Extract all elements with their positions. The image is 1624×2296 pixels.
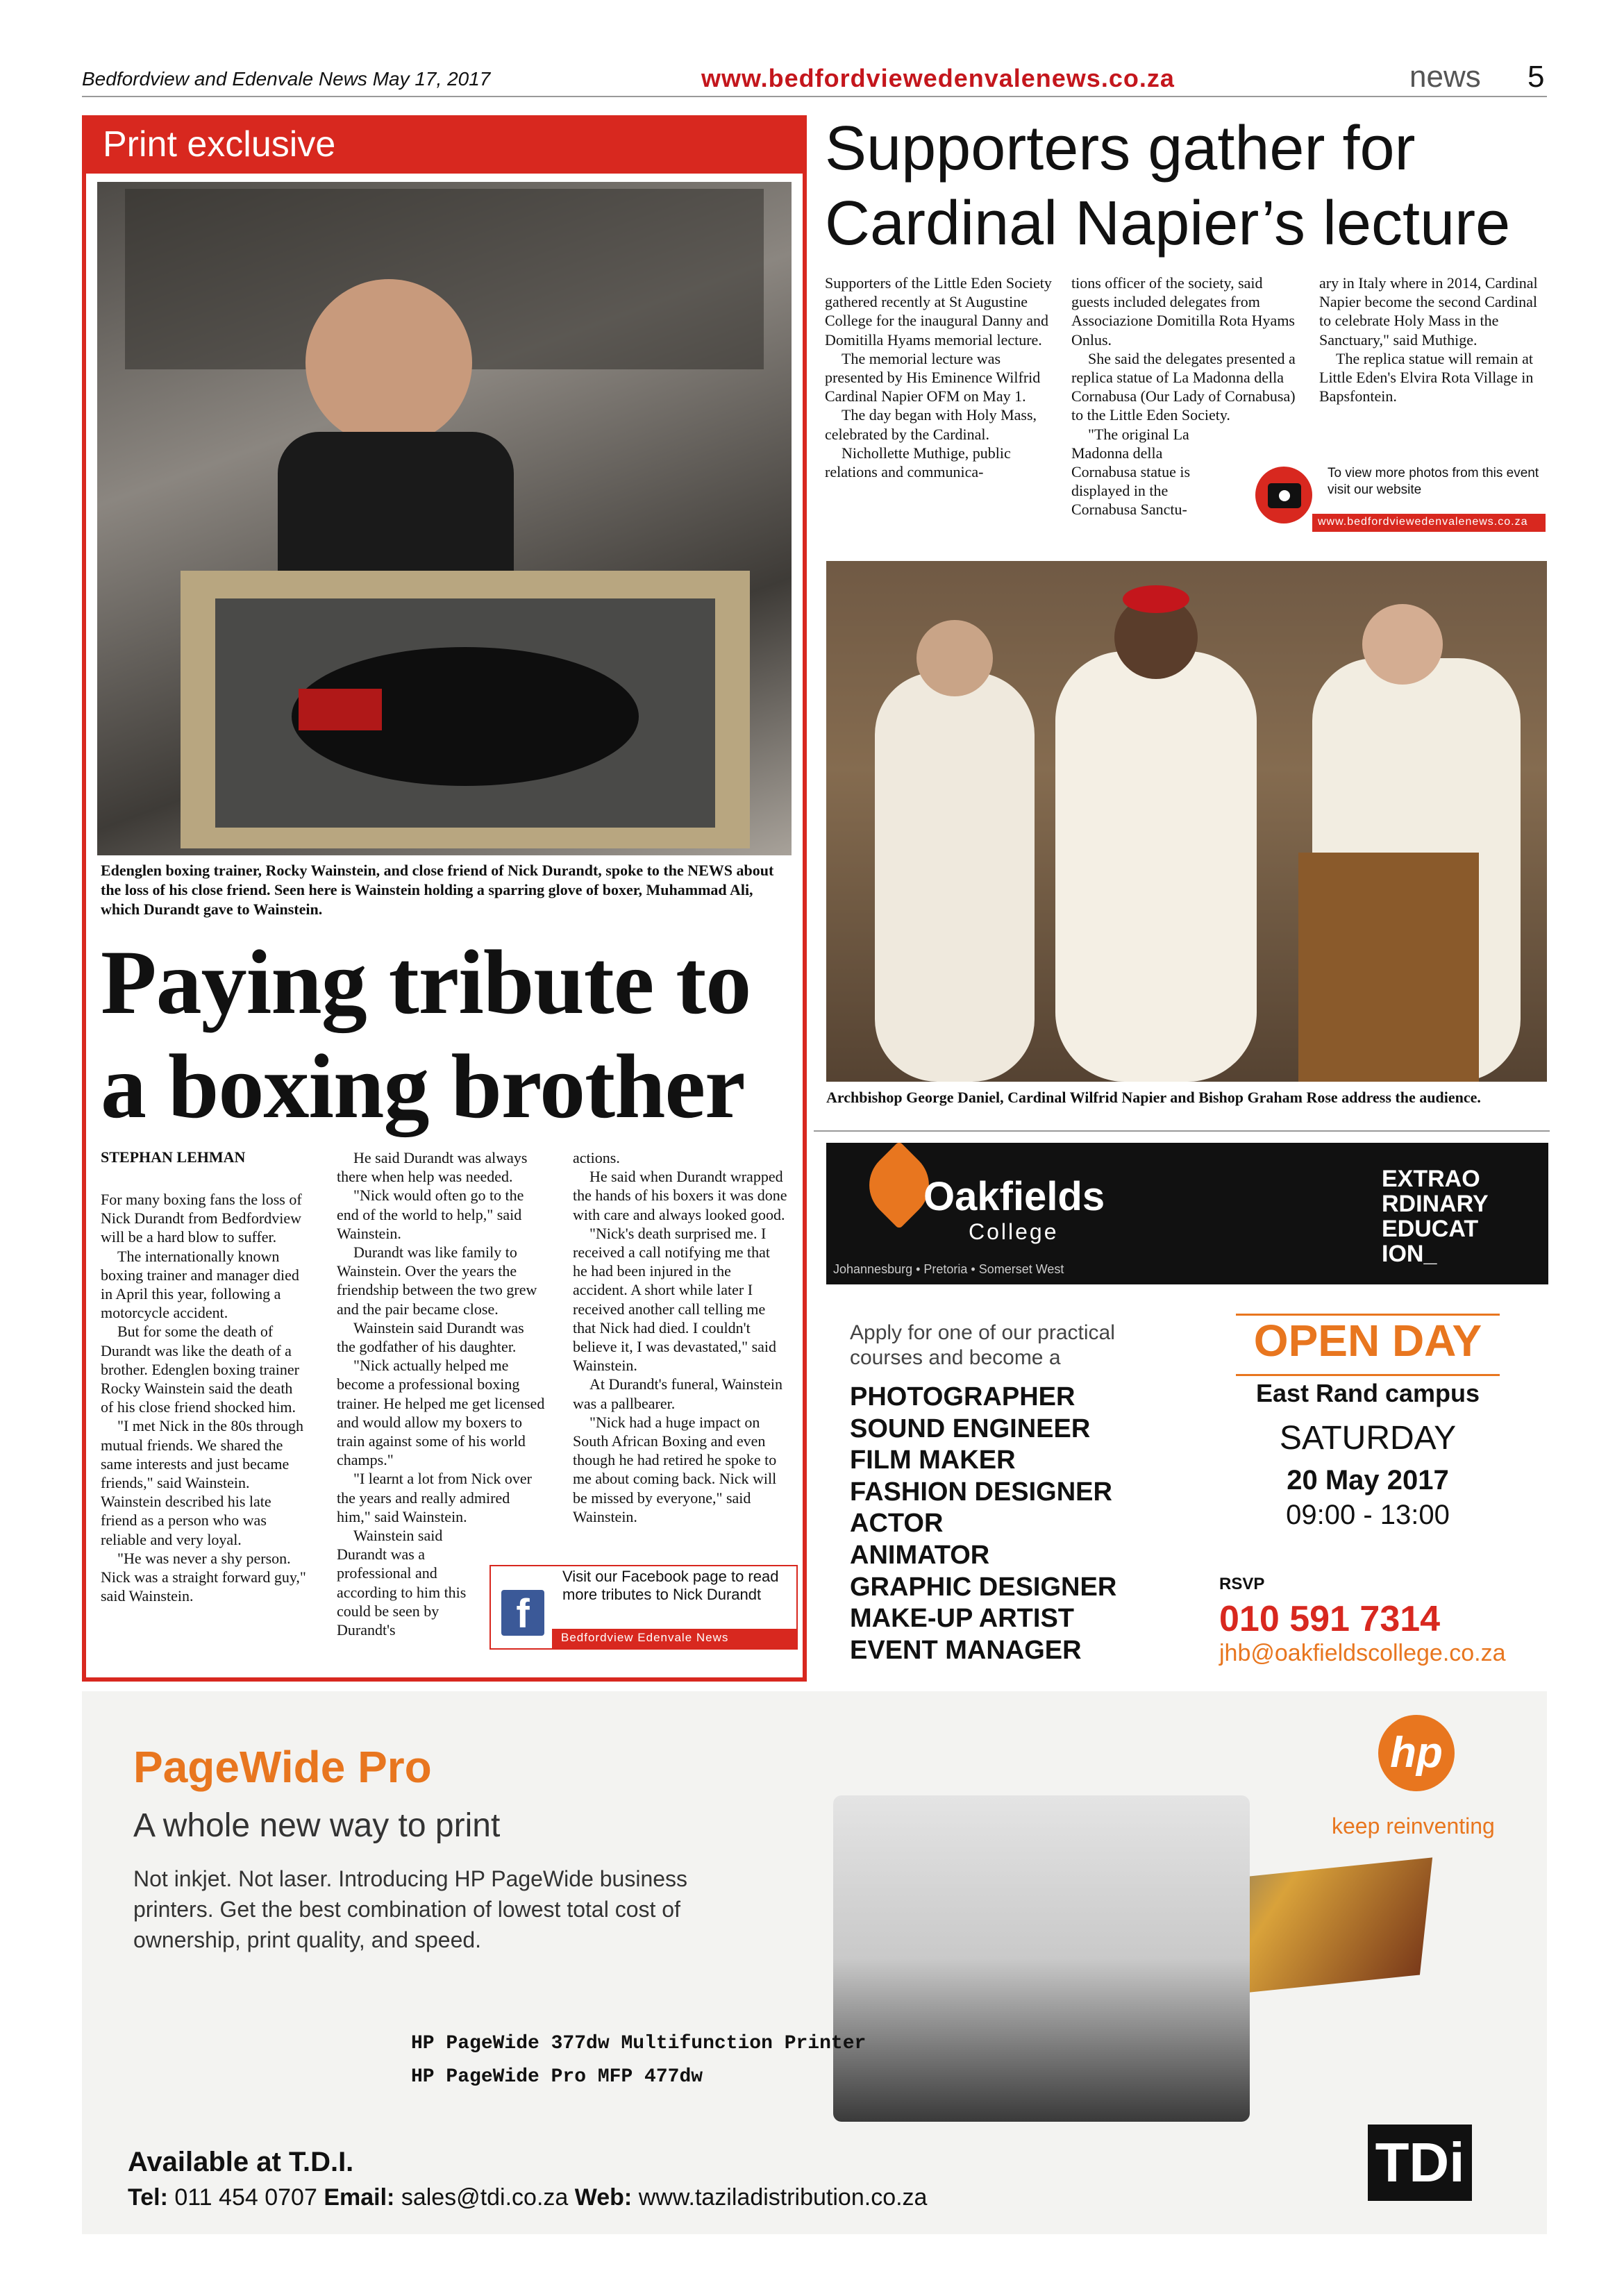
- course-item: ACTOR: [850, 1509, 944, 1539]
- paragraph: He said when Durandt wrapped the hands of his boxers it was done with care and always looked good.: [573, 1168, 787, 1223]
- printer-model: HP PageWide 377dw Multifunction Printer: [411, 2033, 867, 2054]
- paragraph: The internationally known boxing trainer and manager died in April this year, following a motorcycle accident.: [101, 1247, 299, 1322]
- web-label: Web:: [574, 2184, 633, 2211]
- campus-name: East Rand campus: [1255, 1379, 1480, 1407]
- lecture-column-1: [825, 274, 1054, 481]
- header-rule: [82, 96, 1547, 97]
- course-item: ANIMATOR: [850, 1540, 990, 1570]
- oakfields-logo-college: College: [969, 1219, 1059, 1244]
- facebook-page-name: Bedfordview Edenvale News: [561, 1631, 729, 1644]
- paragraph: Nichollette Muthige, public relations and communica-: [825, 444, 1011, 481]
- oakfields-course-list: [850, 1382, 1116, 1666]
- contact-email[interactable]: sales@tdi.co.za: [401, 2184, 569, 2211]
- open-day-heading: OPEN DAY: [1253, 1316, 1482, 1366]
- email-label: Email:: [324, 2184, 395, 2211]
- clergy-caption: Archbishop George Daniel, Cardinal Wilfrid Napier and Bishop Graham Rose address the audience.: [826, 1089, 1481, 1106]
- hp-logo: hp: [1378, 1715, 1455, 1791]
- hp-tagline: keep reinventing: [1332, 1813, 1495, 1838]
- printer-model-list: [411, 2027, 866, 2094]
- boxing-trainer-photo: [97, 182, 792, 855]
- tel-label: Tel:: [128, 2184, 168, 2211]
- clergy-illustration: [826, 561, 1547, 1082]
- rsvp-email[interactable]: jhb@oakfieldscollege.co.za: [1219, 1640, 1506, 1666]
- course-item: FILM MAKER: [850, 1446, 1016, 1475]
- course-item: PHOTOGRAPHER: [850, 1382, 1075, 1411]
- event-date: 20 May 2017: [1287, 1465, 1449, 1495]
- print-exclusive-label: Print exclusive: [103, 124, 336, 165]
- event-time: 09:00 - 13:00: [1286, 1500, 1450, 1530]
- clergy-photo: [826, 561, 1547, 1082]
- contact-line: [128, 2184, 927, 2211]
- course-item: GRAPHIC DESIGNER: [850, 1572, 1117, 1602]
- hp-ad-subtitle: A whole new way to print: [133, 1807, 501, 1844]
- article-headline: Paying tribute to a boxing brother: [101, 931, 751, 1137]
- tagline-line: ION_: [1382, 1241, 1437, 1267]
- photo-gallery-url[interactable]: www.bedfordviewedenvalenews.co.za: [1318, 516, 1528, 528]
- oakfields-logo-name: Oakfields: [923, 1174, 1105, 1219]
- header-website-link[interactable]: www.bedfordviewedenvalenews.co.za: [701, 64, 1175, 92]
- printer-model: HP PageWide Pro MFP 477dw: [411, 2066, 703, 2088]
- paragraph: "I learnt a lot from Nick over the years and really admired him," said Wainstein.: [337, 1470, 532, 1525]
- paragraph: Supporters of the Little Eden Society gathered recently at St Augustine College for the inaugural Danny and Domitilla Hyams memorial lecture.: [825, 274, 1052, 349]
- section-label: news: [1409, 60, 1481, 94]
- paragraph: tions officer of the society, said guests included delegates from Associazione Domitilla Rota Hyams Onlus.: [1071, 274, 1295, 349]
- paragraph: The replica statue will remain at Little Eden's Elvira Rota Village in Bapsfontein.: [1319, 349, 1534, 405]
- paragraph: actions.: [573, 1149, 620, 1166]
- paragraph: But for some the death of Durandt was like the death of a brother. Edenglen boxing trainer Rocky Wainstein said the death of his close friend shocked him.: [101, 1323, 299, 1416]
- paragraph: Durandt was like family to Wainstein. Over the years the friendship between the two grew and the pair became close.: [337, 1243, 537, 1318]
- lecture-headline: Supporters gather for Cardinal Napier’s lecture: [825, 114, 1511, 258]
- paragraph: "Nick's death surprised me. I received a call notifying me that he had been injured in the accident. A short while later I received another call telling me that Nick had died. I couldn't believe it, I was devastated," said Wainstein.: [573, 1224, 777, 1375]
- paragraph: "Nick had a huge impact on South African Boxing and even though he had retired he spoke to me about coming back. Nick will be missed by everyone," said Wainstein.: [573, 1413, 777, 1525]
- paragraph: "He was never a shy person. Nick was a straight forward guy," said Wainstein.: [101, 1549, 306, 1605]
- course-item: FASHION DESIGNER: [850, 1477, 1112, 1507]
- byline: STEPHAN LEHMAN: [101, 1148, 246, 1166]
- hp-ad-title: PageWide Pro: [133, 1742, 432, 1792]
- photo-gallery-text: To view more photos from this event visit our website: [1328, 466, 1539, 497]
- paragraph: The day began with Holy Mass, celebrated by the Cardinal.: [825, 406, 1037, 443]
- printer-image: [833, 1795, 1250, 2122]
- oakfields-apply-text: Apply for one of our practical courses and become a: [850, 1321, 1115, 1369]
- camera-icon-lens: [1276, 487, 1293, 504]
- paragraph: At Durandt's funeral, Wainstein was a pallbearer.: [573, 1375, 782, 1412]
- paragraph: Wainstein said Durandt was a professional and according to him this could be seen by Durandt's: [337, 1527, 467, 1639]
- article-column-3: [573, 1148, 788, 1526]
- tel-number[interactable]: 011 454 0707: [174, 2184, 317, 2211]
- tagline-line: EDUCAT: [1382, 1216, 1479, 1242]
- paragraph: "Nick would often go to the end of the world to help," said Wainstein.: [337, 1187, 524, 1242]
- tagline-line: EXTRAO: [1382, 1166, 1480, 1192]
- availability-text: Available at T.D.I.: [128, 2147, 354, 2177]
- contact-website[interactable]: www.taziladistribution.co.za: [638, 2184, 928, 2211]
- oakfields-locations: Johannesburg • Pretoria • Somerset West: [833, 1262, 1064, 1276]
- paragraph: ary in Italy where in 2014, Cardinal Napier become the second Cardinal to celebrate Holy Mass in the Sanctuary," said Muthige.: [1319, 274, 1538, 349]
- extraordinary-education-tagline: [1382, 1166, 1541, 1266]
- boxing-glove-illustration: [97, 182, 792, 855]
- section-rule: [814, 1130, 1550, 1132]
- facebook-promo-text: Visit our Facebook page to read more tributes to Nick Durandt: [562, 1568, 779, 1603]
- paragraph: "I met Nick in the 80s through mutual friends. We shared the same interests and just became friends," said Wainstein. Wainstein described his late friend as a person who was reliable and very loyal.: [101, 1417, 304, 1548]
- paragraph: For many boxing fans the loss of Nick Durandt from Bedfordview will be a hard blow to suffer.: [101, 1191, 302, 1246]
- course-item: MAKE-UP ARTIST: [850, 1604, 1074, 1634]
- publication-date: Bedfordview and Edenvale News May 17, 2017: [82, 68, 491, 90]
- rsvp-label: RSVP: [1219, 1575, 1265, 1593]
- rsvp-phone[interactable]: 010 591 7314: [1219, 1599, 1441, 1639]
- hp-ad-description: Not inkjet. Not laser. Introducing HP PageWide business printers. Get the best combination of lowest total cost of ownership, print quality, and speed.: [133, 1866, 688, 1952]
- tdi-logo: TDi: [1368, 2125, 1472, 2201]
- paragraph: "The original La Madonna della Cornabusa statue is displayed in the Cornabusa Sanctu-: [1071, 425, 1191, 519]
- tagline-line: RDINARY: [1382, 1191, 1489, 1217]
- event-day: SATURDAY: [1279, 1420, 1457, 1457]
- paragraph: "Nick actually helped me become a professional boxing trainer. He helped me get licensed and would allow my boxers to train against some of his world champs.": [337, 1357, 545, 1469]
- course-item: SOUND ENGINEER: [850, 1414, 1091, 1443]
- lecture-column-3: [1319, 274, 1548, 405]
- facebook-icon[interactable]: f: [501, 1590, 544, 1636]
- paragraph: The memorial lecture was presented by His Eminence Wilfrid Cardinal Napier OFM on May 1.: [825, 349, 1041, 405]
- photo-caption: Edenglen boxing trainer, Rocky Wainstein, and close friend of Nick Durandt, spoke to the NEWS about the loss of his close friend. Seen here is Wainstein holding a sparring glove of boxer, Muhammad Ali, which Durandt gave to Wainstein.: [101, 862, 774, 918]
- paragraph: She said the delegates presented a replica statue of La Madonna della Cornabusa (Our Lady of Cornabusa) to the Little Eden Society.: [1071, 349, 1296, 424]
- course-item: EVENT MANAGER: [850, 1635, 1082, 1665]
- paragraph: He said Durandt was always there when help was needed.: [337, 1149, 528, 1186]
- page-number: 5: [1527, 60, 1545, 94]
- paragraph: Wainstein said Durandt was the godfather of his daughter.: [337, 1318, 524, 1356]
- article-column-1: [101, 1190, 309, 1605]
